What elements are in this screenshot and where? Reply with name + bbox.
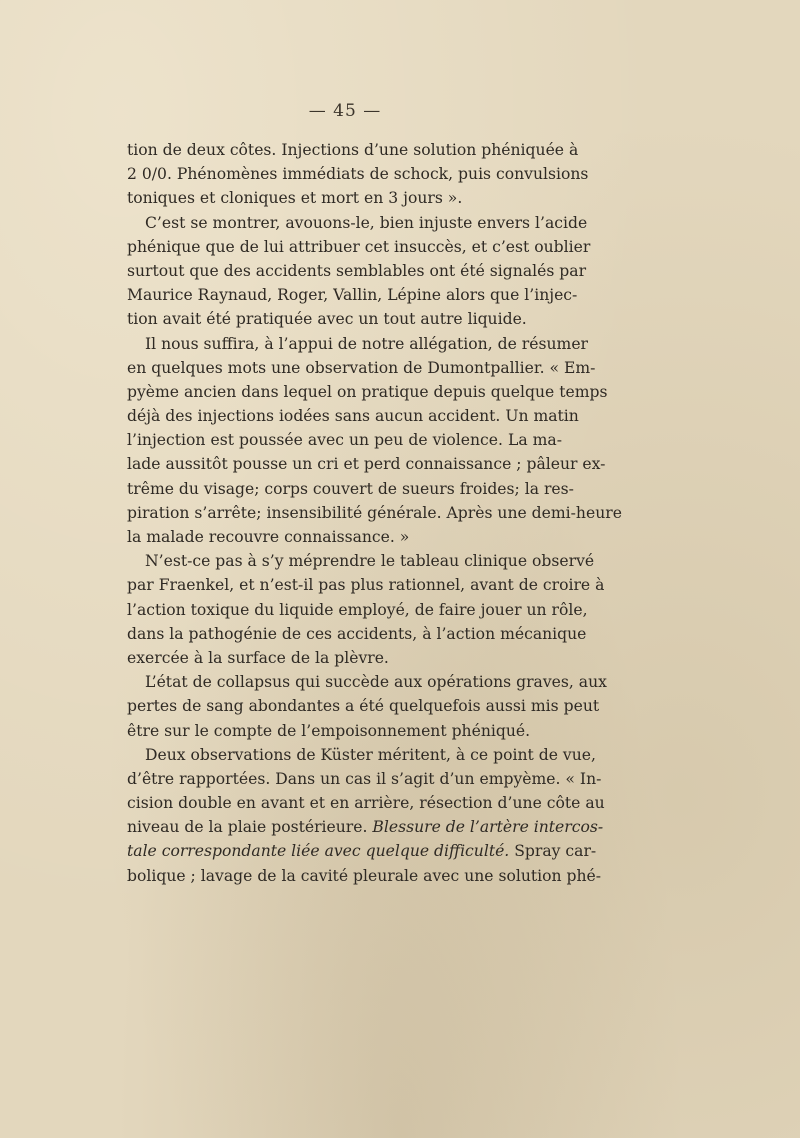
- page-number: — 45 —: [308, 101, 382, 121]
- text-line: piration s’arrête; insensibilité générale. Après une demi-heure: [127, 503, 622, 522]
- text-line: pertes de sang abondantes a été quelquefois aussi mis peut: [127, 697, 600, 716]
- text-line: L’état de collapsus qui succède aux opérations graves, aux: [145, 673, 607, 692]
- text-line: par Fraenkel, et n’est-il pas plus rationnel, avant de croire à: [127, 576, 605, 595]
- text-line: Deux observations de Küster méritent, à ce point de vue,: [145, 745, 596, 764]
- text-line: exercée à la surface de la plèvre.: [127, 648, 389, 667]
- text-line: l’action toxique du liquide employé, de faire jouer un rôle,: [127, 600, 588, 619]
- text-line: lade aussitôt pousse un cri et perd connaissance ; pâleur ex-: [127, 455, 606, 474]
- italic-text: tale correspondante liée avec quelque difficulté.: [127, 842, 510, 861]
- text-line: tion avait été pratiquée avec un tout autre liquide.: [127, 310, 527, 329]
- text-line: tion de deux côtes. Injections d’une solution phéniquée à: [127, 141, 579, 159]
- text-line: l’injection est poussée avec un peu de violence. La ma-: [127, 431, 562, 450]
- text-line: surtout que des accidents semblables ont été signalés par: [127, 261, 587, 280]
- text-line: d’être rapportées. Dans un cas il s’agit d’un empyème. « In-: [127, 769, 602, 788]
- text-line: Maurice Raynaud, Roger, Vallin, Lépine alors que l’injec-: [127, 286, 578, 305]
- text-line: tale correspondante liée avec quelque difficulté. Spray car-: [127, 842, 597, 861]
- text-line: être sur le compte de l’empoisonnement phéniqué.: [127, 721, 531, 740]
- text-line: en quelques mots une observation de Dumontpallier. « Em-: [127, 358, 596, 377]
- italic-text: Blessure de l’artère intercos-: [372, 818, 604, 837]
- text-line: la malade recouvre connaissance. »: [127, 528, 410, 546]
- text-line: déjà des injections iodées sans aucun accident. Un matin: [127, 407, 579, 426]
- text-line: bolique ; lavage de la cavité pleurale avec une solution phé-: [127, 866, 602, 885]
- text-line: cision double en avant et en arrière, résection d’une côte au: [127, 794, 605, 813]
- text-line: phénique que de lui attribuer cet insuccès, et c’est oublier: [127, 237, 591, 256]
- text-line: pyème ancien dans lequel on pratique depuis quelque temps: [127, 382, 608, 401]
- text-line: C’est se montrer, avouons-le, bien injuste envers l’acide: [145, 213, 588, 232]
- text-line: 2 0/0. Phénomènes immédiats de schock, puis convulsions: [127, 165, 589, 184]
- text-line: dans la pathogénie de ces accidents, à l’action mécanique: [127, 624, 587, 643]
- text-line: toniques et cloniques et mort en 3 jours ».: [127, 189, 463, 208]
- text-line: N’est-ce pas à s’y méprendre le tableau clinique observé: [145, 552, 595, 571]
- body-text: [127, 138, 622, 888]
- text-line: Il nous suffira, à l’appui de notre allégation, de résumer: [145, 334, 589, 353]
- text-line: trême du visage; corps couvert de sueurs froides; la res-: [127, 479, 574, 498]
- text-line: niveau de la plaie postérieure. Blessure de l’artère intercos-: [127, 818, 604, 837]
